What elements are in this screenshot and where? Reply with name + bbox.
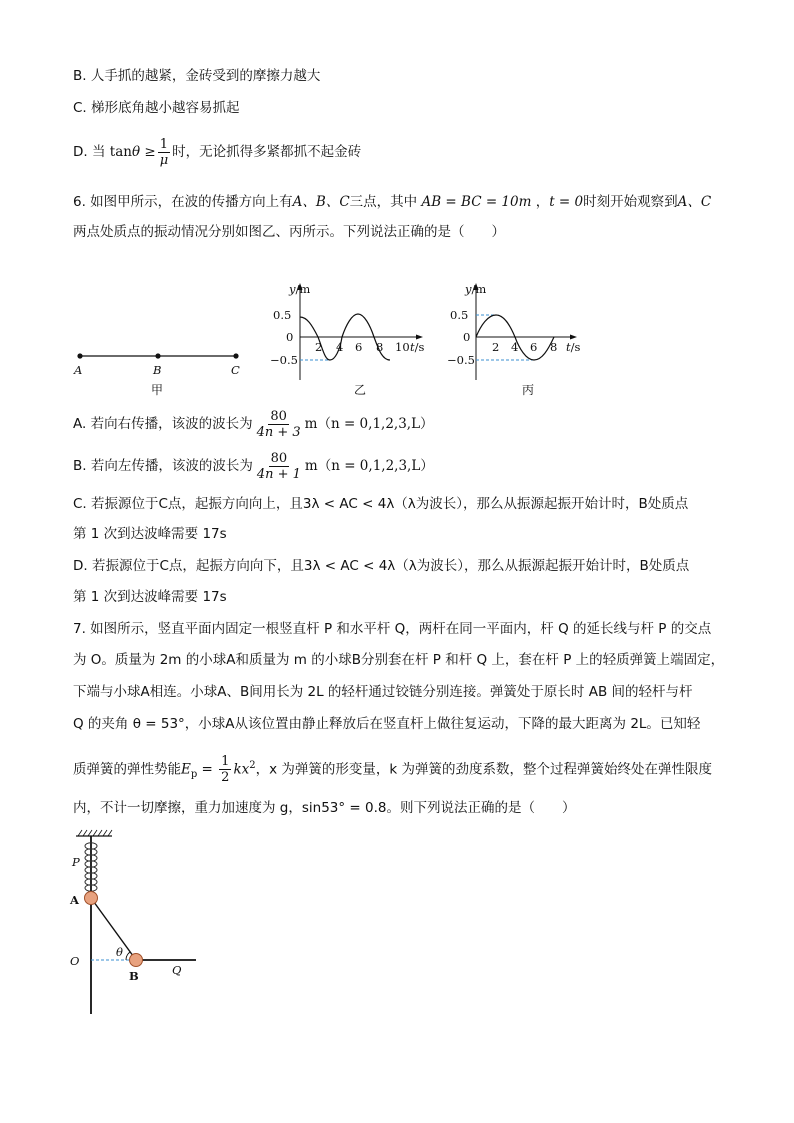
fraction-denominator: 2	[221, 770, 230, 785]
q6-option-d-line-2: 第 1 次到达波峰需要 17s	[73, 589, 227, 605]
q7-stem-line-1: 7. 如图所示，竖直平面内固定一根竖直杆 P 和水平杆 Q，两杆在同一平面内，杆 Q 的延长线与杆 P 的交点	[73, 621, 712, 637]
fraction-numerator: 1	[159, 136, 169, 152]
label-b: B	[129, 969, 139, 983]
ball-a	[85, 892, 98, 905]
xtick-10: 10	[395, 340, 410, 354]
q5-option-c: C. 梯形底角越小越容易抓起	[73, 100, 240, 116]
ytick-neg05: −0.5	[447, 353, 475, 367]
equals-sign: =	[197, 761, 218, 778]
label-q: Q	[172, 963, 182, 977]
fraction-numerator: 80	[270, 408, 287, 424]
point-c-dot	[233, 353, 238, 358]
q5-option-d-prefix: D. 当	[73, 144, 106, 160]
q6-option-a-text: A. 若向右传播，该波的波长为	[73, 416, 253, 432]
xtick-2: 2	[315, 340, 323, 354]
q7-stem-line-3: 下端与小球A相连。小球A、B间用长为 2L 的轻杆通过铰链分别连接。弹簧处于原长时 AB 间的轻杆与杆	[73, 684, 693, 700]
fraction-numerator: 80	[270, 450, 288, 466]
point-b-dot	[155, 353, 160, 358]
caption-yi: 乙	[354, 383, 367, 397]
xtick-4: 4	[336, 340, 344, 354]
q7-stem-line-6: 内，不计一切摩擦，重力加速度为 g，sin53° = 0.8。则下列说法正确的是（ ）	[73, 800, 576, 816]
ytick-05: 0.5	[450, 308, 469, 322]
q6-stem-text-3: 时刻开始观察到	[583, 194, 678, 210]
q7-stem-line-5	[73, 746, 712, 795]
q5-option-d	[73, 132, 361, 172]
half-fraction	[219, 754, 231, 785]
label-c: C	[231, 363, 240, 377]
ball-b	[130, 954, 143, 967]
kx-term: kx	[233, 761, 250, 778]
fraction-denominator: 4n + 3	[256, 424, 301, 440]
fraction-numerator: 1	[221, 754, 230, 769]
ytick-05: 0.5	[273, 308, 292, 322]
q6-stem-text: 6. 如图甲所示，在波的传播方向上有	[73, 194, 293, 210]
figure-jia-line	[70, 345, 250, 400]
q7-stem-text: 质弹簧的弹性势能	[73, 761, 181, 778]
label-p: P	[72, 855, 80, 869]
q6-option-b-range: m（n = 0,1,2,3,L）	[304, 458, 434, 474]
q6-option-d-line-1: D. 若振源位于C点，起振方向向下，且3λ < AC < 4λ（λ为波长），那么从振源起振开始计时，B处质点	[73, 558, 690, 574]
theta-symbol: θ	[131, 144, 141, 160]
q5-option-d-suffix: 时，无论抓得多紧都抓不起金砖	[172, 144, 362, 160]
q7-stem-text-2: ，x 为弹簧的形变量，k 为弹簧的劲度系数，整个过程弹簧始终处在弹性限度	[255, 761, 713, 778]
ytick-0: 0	[463, 330, 471, 344]
q6-distance-eq: AB = BC = 10m	[421, 194, 532, 210]
q6-option-a	[73, 404, 434, 444]
label-a: A	[74, 363, 83, 377]
figure-yi-graph	[270, 280, 430, 398]
label-theta: θ	[116, 945, 123, 959]
q6-comma: ，	[535, 194, 550, 210]
ceiling-hatch	[78, 830, 112, 836]
point-a-dot	[77, 353, 82, 358]
q6-stem-line-1	[73, 192, 711, 212]
q7-stem-line-4: Q 的夹角 θ = 53°，小球A从该位置由静止释放后在竖直杆上做往复运动，下降的最大距离为 2L。已知轻	[73, 716, 701, 732]
one-over-mu-fraction	[158, 137, 170, 168]
q6-points-ac: A、C	[677, 194, 712, 210]
q5-option-b: B. 人手抓的越紧，金砖受到的摩擦力越大	[73, 68, 321, 84]
caption-bing: 丙	[522, 383, 535, 397]
x-axis-label: t/s	[410, 340, 425, 354]
figure-bing-graph	[447, 280, 600, 398]
q6-time-zero: t = 0	[549, 194, 584, 210]
x-axis-label: t/s	[566, 340, 581, 354]
label-b: B	[153, 363, 162, 377]
square-exponent: 2	[249, 760, 256, 771]
wavelength-fraction-b	[255, 451, 303, 482]
q6-option-b-text: B. 若向左传播，该波的波长为	[73, 458, 253, 474]
fraction-denominator: μ	[159, 152, 169, 168]
q6-option-c-line-2: 第 1 次到达波峰需要 17s	[73, 526, 227, 542]
q6-points: A、B、C	[292, 194, 350, 210]
ytick-neg05: −0.5	[270, 353, 298, 367]
energy-subscript: p	[190, 769, 198, 781]
energy-symbol: E	[181, 761, 191, 778]
q6-stem-text-2: 三点，其中	[349, 194, 418, 210]
caption-jia: 甲	[151, 383, 164, 397]
light-rod-ab	[91, 898, 136, 960]
q6-option-a-range: m（n = 0,1,2,3,L）	[304, 416, 434, 432]
fraction-denominator: 4n + 1	[256, 466, 301, 482]
xtick-2: 2	[492, 340, 500, 354]
ytick-0: 0	[286, 330, 294, 344]
xtick-6: 6	[355, 340, 363, 354]
q6-stem-line-2: 两点处质点的振动情况分别如图乙、丙所示。下列说法正确的是（ ）	[73, 224, 505, 240]
wavelength-fraction-a	[255, 409, 303, 440]
q7-stem-line-2: 为 O。质量为 2m 的小球A和质量为 m 的小球B分别套在杆 P 和杆 Q 上，套在杆 P 上的轻质弹簧上端固定，	[73, 652, 725, 668]
label-a: A	[70, 893, 79, 907]
y-axis-label: y/m	[465, 282, 487, 296]
xtick-8: 8	[376, 340, 384, 354]
label-o: O	[70, 954, 80, 968]
figure-spring-rod-system	[68, 828, 208, 1018]
y-axis-label: y/m	[289, 282, 311, 296]
tan-function: tan	[109, 144, 132, 160]
xtick-6: 6	[530, 340, 538, 354]
xtick-4: 4	[511, 340, 519, 354]
q6-option-c-line-1: C. 若振源位于C点，起振方向向上，且3λ < AC < 4λ（λ为波长），那么从振源起振开始计时，B处质点	[73, 496, 689, 512]
xtick-8: 8	[550, 340, 558, 354]
geq-symbol: ≥	[144, 144, 156, 160]
q6-option-b	[73, 446, 434, 486]
